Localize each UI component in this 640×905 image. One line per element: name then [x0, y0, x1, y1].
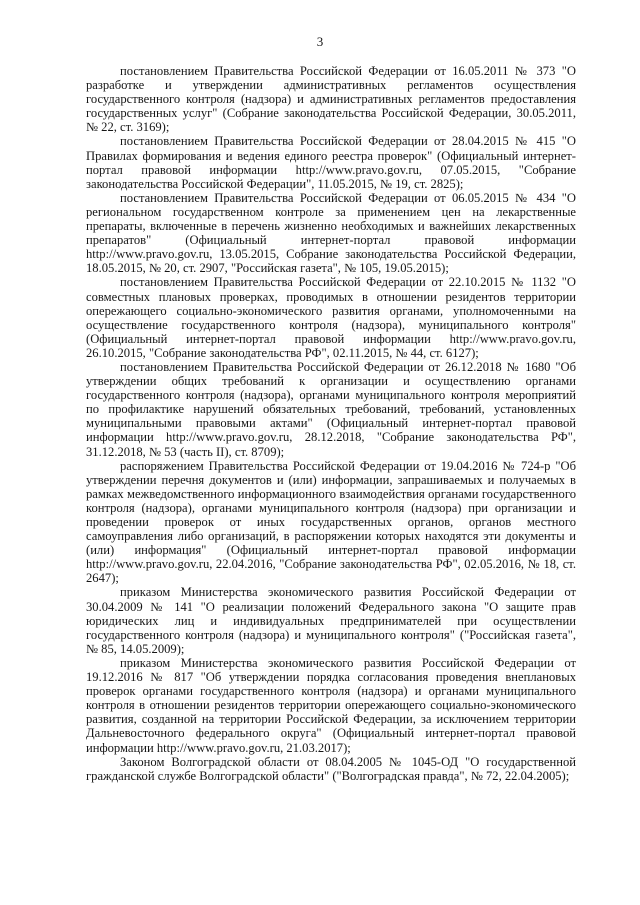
paragraph-law-1045-od: Законом Волгоградской области от 08.04.2005 № 1045-ОД "О государственной гражданской службе Волгоградской области" ("Волгоградская правда", № 72, 22.04.2005);: [86, 754, 576, 783]
paragraph-resolution-1132: постановлением Правительства Российской Федерации от 22.10.2015 № 1132 "О совместных плановых проверках, проводимых в отношении резидентов территории опережающего социально-экономического развития органами, уполномоченными на осуществление государственного контроля (надзора), муниципального контроля" (Официальный интернет-портал правовой информации http://www.pravo.gov.ru, 26.10.2015, "Собрание законодательства РФ", 02.11.2015, № 44, ст. 6127);: [86, 275, 576, 360]
paragraph-order-817: приказом Министерства экономического развития Российской Федерации от 19.12.2016 № 817 "Об утверждении порядка согласования проведения внеплановых проверок органами государственного контроля (надзора) и органами муниципального контроля в отношении резидентов территории опережающего социально-экономического развития, созданной на территории Российской Федерации, за исключением территории Дальневосточного федерального округа" (Официальный интернет-портал правовой информации http://www.pravo.gov.ru, 21.03.2017);: [86, 655, 576, 755]
paragraph-resolution-373: постановлением Правительства Российской Федерации от 16.05.2011 № 373 "О разработке и утверждении административных регламентов осуществления государственного контроля (надзора) и административных регламентов предоставления государственных услуг" (Собрание законодательства Российской Федерации, 30.05.2011, № 22, ст. 3169);: [86, 64, 576, 135]
paragraph-resolution-1680: постановлением Правительства Российской Федерации от 26.12.2018 № 1680 "Об утверждении общих требований к организации и осуществлению органами государственного контроля (надзора), органами муниципального контроля мероприятий по профилактике нарушений обязательных требований, требований, установленных муниципальными правовыми актами" (Официальный интернет-портал правовой информации http://www.pravo.gov.ru, 28.12.2018, "Собрание законодательства РФ", 31.12.2018, № 53 (часть II), ст. 8709);: [86, 359, 576, 459]
document-body: [86, 64, 576, 783]
paragraph-order-724r: распоряжением Правительства Российской Федерации от 19.04.2016 № 724-р "Об утверждении перечня документов и (или) информации, запрашиваемых и получаемых в рамках межведомственного информационного взаимодействия органами государственного контроля (надзора), органами муниципального контроля (надзора) при организации и проведении проверок от иных государственных органов, органов местного самоуправления либо организаций, в распоряжении которых находятся эти документы и (или) информация" (Официальный интернет-портал правовой информации http://www.pravo.gov.ru, 22.04.2016, "Собрание законодательства РФ", 02.05.2016, № 18, ст. 2647);: [86, 458, 576, 586]
paragraph-resolution-434: постановлением Правительства Российской Федерации от 06.05.2015 № 434 "О региональном государственном контроле за применением цен на лекарственные препараты, включенные в перечень жизненно необходимых и важнейших лекарственных препаратов" (Официальный интернет-портал правовой информации http://www.pravo.gov.ru, 13.05.2015, Собрание законодательства Российской Федерации, 18.05.2015, № 20, ст. 2907, "Российская газета", № 105, 19.05.2015);: [86, 190, 576, 276]
paragraph-order-141: приказом Министерства экономического развития Российской Федерации от 30.04.2009 № 141 "О реализации положений Федерального закона "О защите прав юридических лиц и индивидуальных предпринимателей при осуществлении государственного контроля (надзора) и муниципального контроля" ("Российская газета", № 85, 14.05.2009);: [86, 585, 576, 656]
page-number: 3: [316, 34, 324, 49]
paragraph-resolution-415: постановлением Правительства Российской Федерации от 28.04.2015 № 415 "О Правилах формирования и ведения единого реестра проверок" (Официальный интернет-портал правовой информации http://www.pravo.gov.ru, 07.05.2015, "Собрание законодательства Российской Федерации", 11.05.2015, № 19, ст. 2825);: [86, 134, 576, 191]
